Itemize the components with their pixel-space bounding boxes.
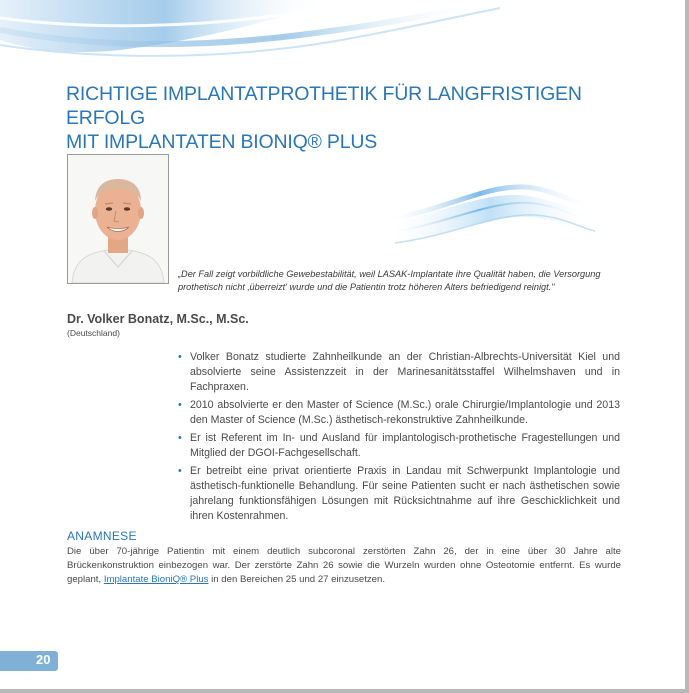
- bullet-icon: •: [178, 465, 182, 477]
- title-line-2: MIT IMPLANTATEN BIONIQ® PLUS: [66, 131, 378, 153]
- decorative-wave-header: [0, 0, 685, 80]
- portrait-image: [68, 155, 168, 283]
- anamnese-text: Die über 70-jährige Patientin mit einem deutlich subcoronal zerstörten Zahn 26, der in eine über 30 Jahre alte Brückenkonstruktion einbezogen war. Der zerstörte Zahn 26 sowie die Wurzeln wurden ohne Osteotomie entfernt. Es wurde geplant,: [67, 546, 621, 585]
- author-bio-list: [178, 350, 620, 527]
- title-line-1: RICHTIGE IMPLANTATPROTHETIK FÜR LANGFRISTIGEN ERFOLG: [66, 83, 582, 129]
- author-name: Dr. Volker Bonatz, M.Sc., M.Sc.: [67, 312, 249, 326]
- bio-item-text: Er ist Referent im In- und Ausland für implantologisch-prothetische Fragestellungen und Mitglied der DGOI-Fachgesellschaft.: [190, 432, 620, 459]
- author-quote: „Der Fall zeigt vorbildliche Gewebestabilität, weil LASAK-Implantate ihre Qualität haben, die Versorgung prothetisch nicht ‚überreizt' wurde und die Patientin trotz höheren Alters befriedigend reinigt.": [178, 269, 601, 292]
- page-number: 20: [36, 652, 51, 667]
- bullet-icon: •: [178, 351, 182, 363]
- section-body-anamnese: [67, 545, 621, 587]
- bioniq-plus-link[interactable]: Implantate BioniQ® Plus: [103, 574, 209, 585]
- author-portrait: [67, 154, 169, 284]
- decorative-wave-graphic: [385, 165, 595, 260]
- section-heading-anamnese: ANAMNESE: [67, 529, 137, 543]
- bullet-icon: •: [178, 432, 182, 444]
- author-country: (Deutschland): [67, 328, 120, 338]
- bio-item: [178, 431, 620, 461]
- page-title: [66, 82, 646, 154]
- bio-item-text: Er betreibt eine privat orientierte Praxis in Landau mit Schwerpunkt Implantologie und ästhetisch-funktionelle Behandlung. Für seine Patienten sucht er nach ästhetischen sowie jahrelang funktionsfähigen Lösungen mit Rücksichtnahme auf ihre Geschicklichkeit und ihren Kostenrahmen.: [190, 465, 620, 522]
- bullet-icon: •: [178, 399, 182, 411]
- bio-item-text: 2010 absolvierte er den Master of Science (M.Sc.) orale Chirurgie/Implantologie und 2013 den Master of Science (M.Sc.) ästhetisch-rekonstruktive Zahnheilkunde.: [190, 399, 620, 426]
- anamnese-text-end: in den Bereichen 25 und 27 einzusetzen.: [208, 574, 386, 585]
- bio-item-text: Volker Bonatz studierte Zahnheilkunde an der Christian-Albrechts-Universität Kiel und absolvierte seine Assistenzzeit in der Marinesanitätsstaffel Wilhelmshaven und in Fachpraxen.: [190, 351, 620, 393]
- bio-item: [178, 350, 620, 395]
- bio-item: [178, 398, 620, 428]
- bio-item: [178, 464, 620, 524]
